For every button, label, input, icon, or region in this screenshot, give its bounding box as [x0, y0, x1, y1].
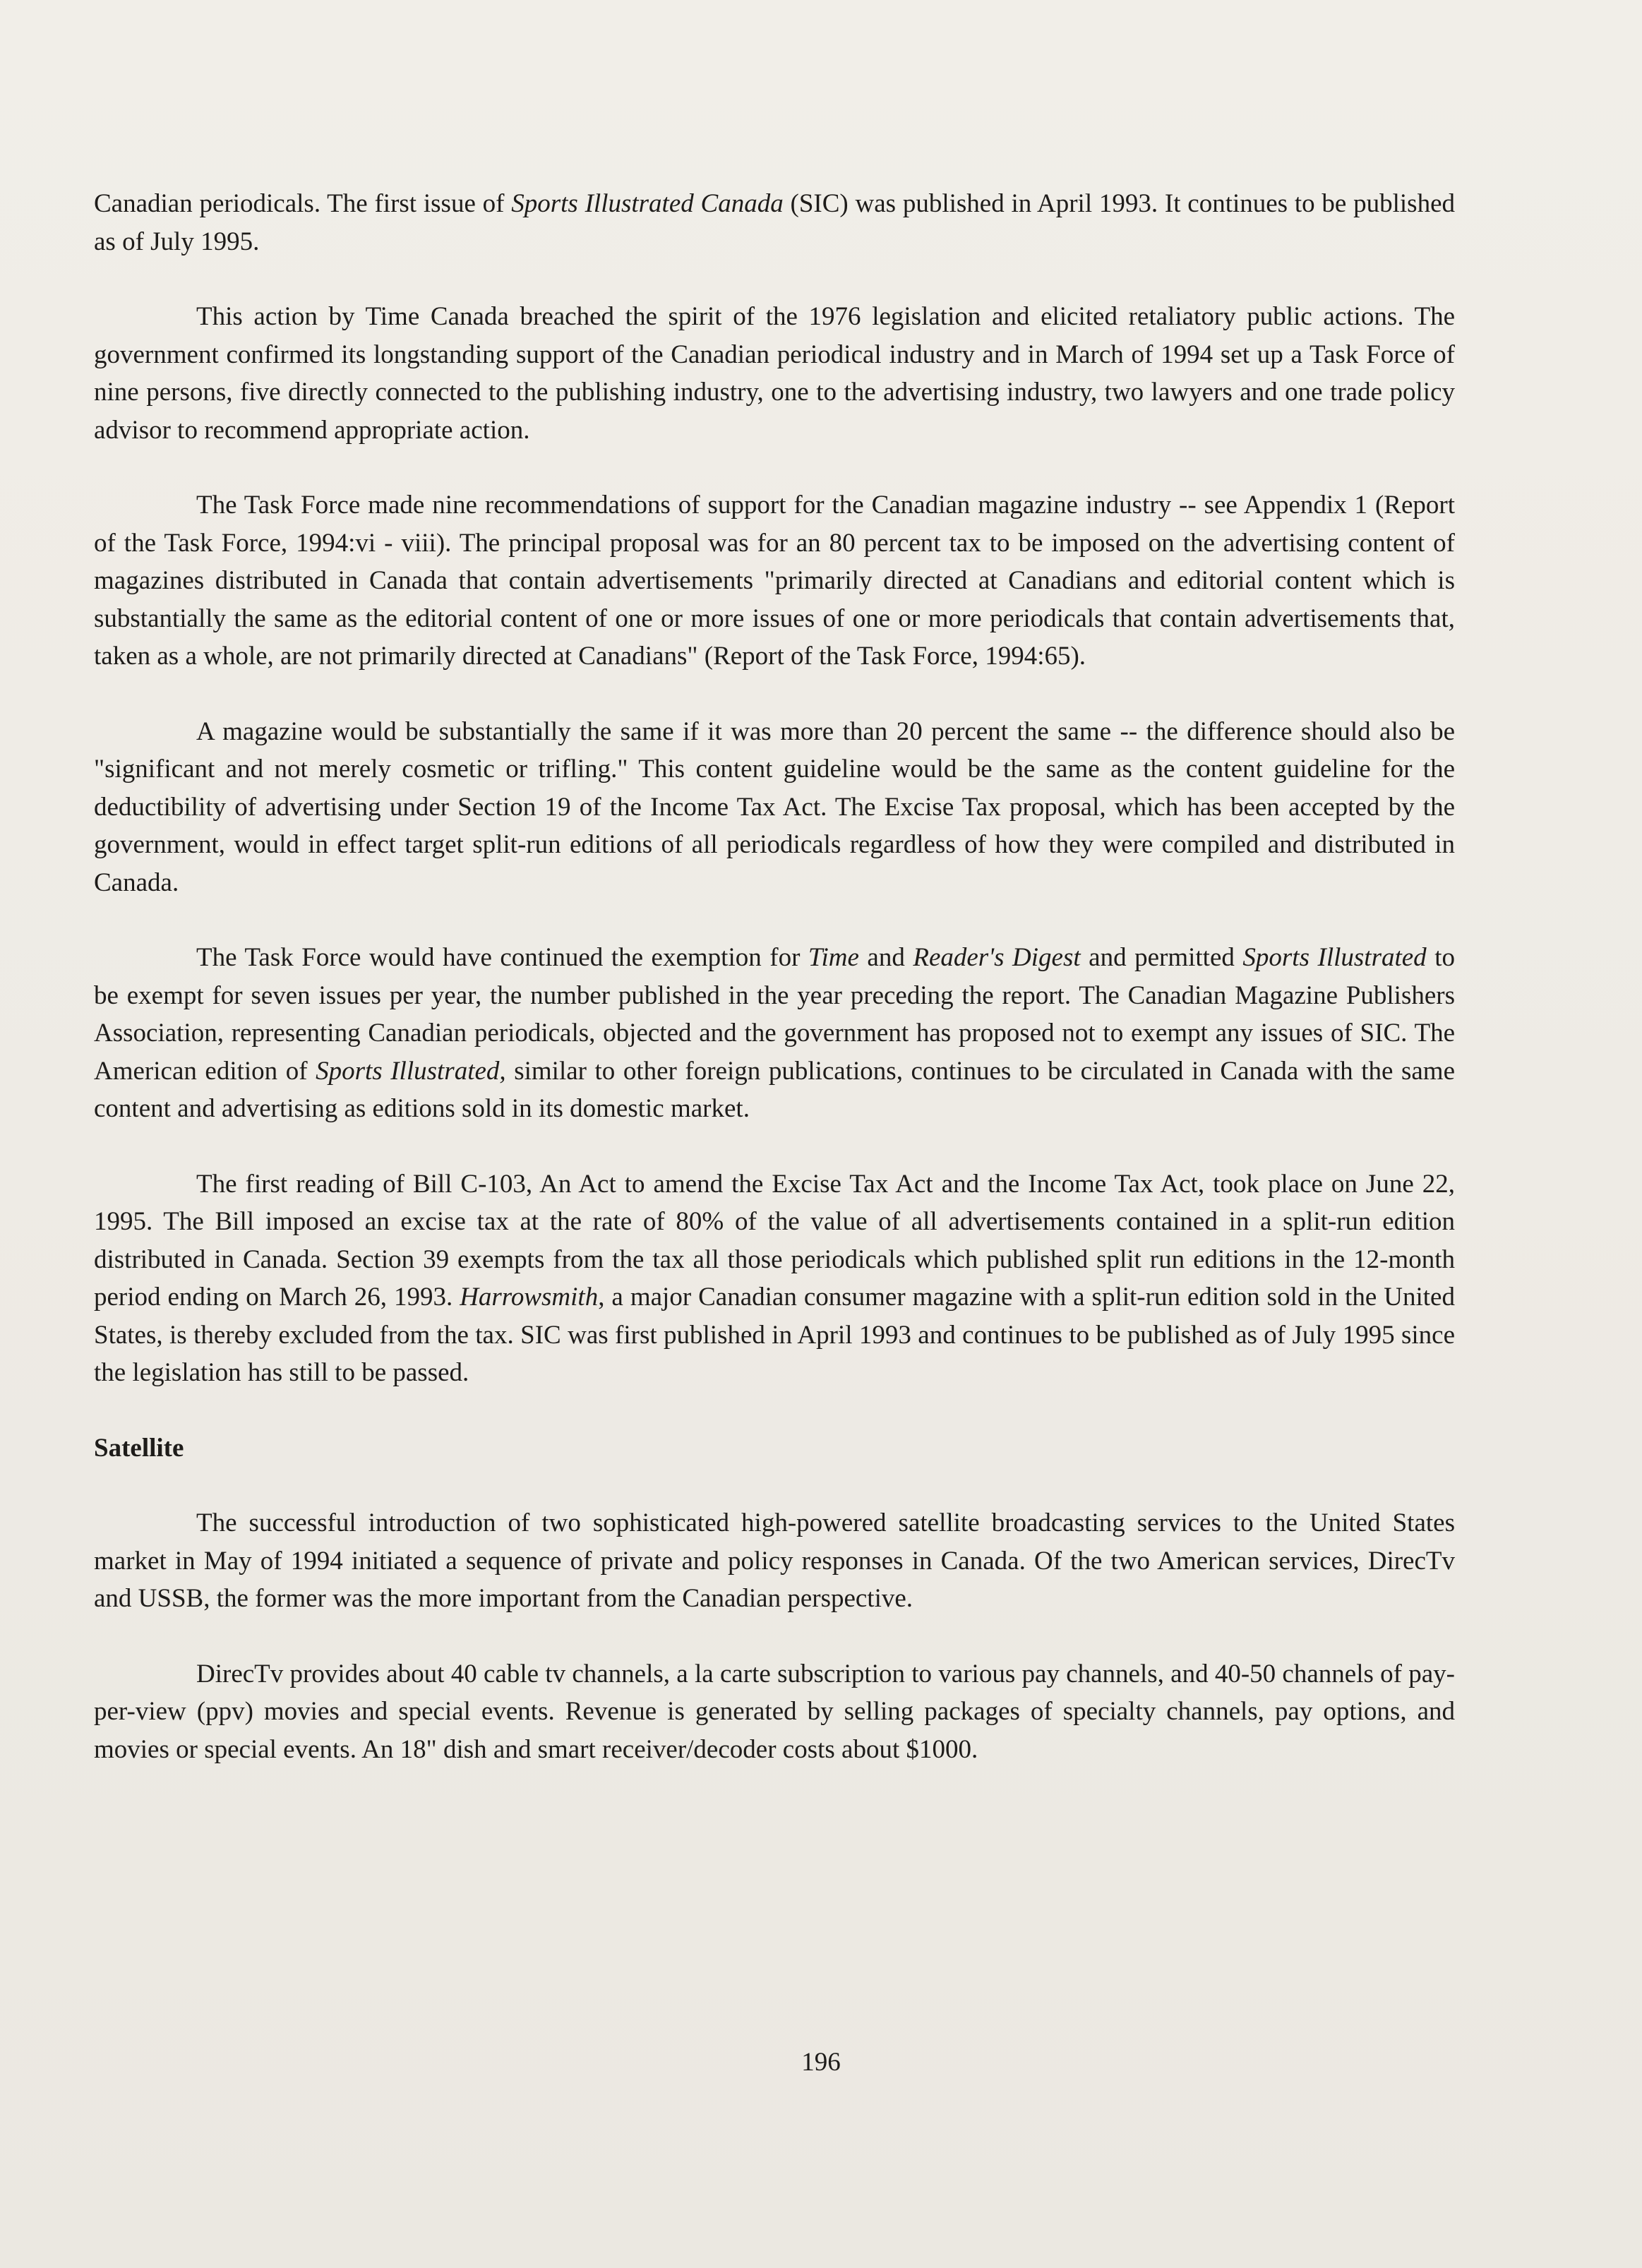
satellite-paragraphs-section: [94, 1504, 1455, 1768]
italic-title: Sports Illustrated,: [316, 1056, 506, 1086]
italic-title: Sports Illustrated Canada: [511, 189, 784, 218]
text-run: A magazine would be substantially the same if it was more than 20 percent the same -- the difference should also be "significant and not merely cosmetic or trifling." This content guideline would be the same as the content guideline for the deductibility of advertising under Section 19 of the Income Tax Act. The Excise Tax proposal, which has been accepted by the government, would in effect target split-run editions of all periodicals regardless of how they were compiled and distributed in Canada.: [94, 716, 1455, 897]
paragraphs-section: [94, 185, 1455, 1392]
text-run: The first reading of Bill C-103, An Act to amend the Excise Tax Act and the Income Tax Act, took place on June 22, 1995. The Bill imposed an excise tax at the rate of 80% of the value of all advertisements contained in a split-run edition distributed in Canada. Section 39 exempts from the tax all those periodicals which published split run editions in the 12-month period ending on March 26, 1993.: [94, 1169, 1455, 1312]
text-run: and permitted: [1080, 943, 1243, 972]
text-run: , a major Canadian consumer magazine with a split-run edition sold in the United States, is thereby excluded from the tax. SIC was first published in April 1993 and continues to be published as of July 1995 since the legislation has still to be passed.: [94, 1283, 1455, 1387]
paragraph: [94, 1504, 1455, 1618]
paragraph: [94, 939, 1455, 1128]
text-run: The Task Force made nine recommendations of support for the Canadian magazine industry -- see Appendix 1 (Report of the Task Force, 1994:vi - viii). The principal proposal was for an 80 percent tax to be imposed on the advertising content of magazines distributed in Canada that contain advertisements "primarily directed at Canadians and editorial content which is substantially the same as the editorial content of one or more issues of one or more periodicals that contain advertisements that, taken as a whole, are not primarily directed at Canadians" (Report of the Task Force, 1994:65).: [94, 491, 1455, 671]
body-text: [94, 185, 1455, 1806]
page-number: 196: [801, 2048, 841, 2077]
paragraph: [94, 1165, 1455, 1392]
italic-title: Sports Illustrated: [1242, 943, 1427, 972]
section-heading: Satellite: [94, 1433, 184, 1463]
italic-title: Time: [808, 943, 859, 972]
paragraph: [94, 298, 1455, 449]
paragraph: [94, 486, 1455, 676]
paragraph: [94, 185, 1455, 260]
italic-title: Harrowsmith: [460, 1283, 599, 1312]
text-run: The successful introduction of two sophisticated high-powered satellite broadcasting services to the United States market in May of 1994 initiated a sequence of private and policy responses in Canada. Of the two American services, DirecTv and USSB, the former was the more important from the Canadian perspective.: [94, 1508, 1455, 1613]
paragraph: [94, 713, 1455, 902]
text-run: This action by Time Canada breached the spirit of the 1976 legislation and elicited retaliatory public actions. The government confirmed its longstanding support of the Canadian periodical industry and in March of 1994 set up a Task Force of nine persons, five directly connected to the publishing industry, one to the advertising industry, two lawyers and one trade policy advisor to recommend appropriate action.: [94, 302, 1455, 445]
italic-title: Reader's Digest: [913, 943, 1081, 972]
paragraph: [94, 1655, 1455, 1769]
text-run: The Task Force would have continued the exemption for: [196, 943, 808, 972]
text-run: to be exempt for seven issues per year, the number published in the year preceding the report. The Canadian Magazine Publishers Association, representing Canadian periodicals, objected and the government has proposed not to exempt any issues of SIC. The American edition of: [94, 943, 1455, 1086]
text-run: Canadian periodicals. The first issue of: [94, 189, 512, 218]
text-run: similar to other foreign publications, continues to be circulated in Canada with the same content and advertising as editions sold in its domestic market.: [94, 1056, 1455, 1123]
text-run: DirecTv provides about 40 cable tv channels, a la carte subscription to various pay channels, and 40-50 channels of pay-per-view (ppv) movies and special events. Revenue is generated by selling packages of specialty channels, pay options, and movies or special events. An 18" dish and smart receiver/decoder costs about $1000.: [94, 1659, 1455, 1764]
text-run: and: [858, 943, 913, 972]
text-run: (SIC) was published in April 1993. It continues to be published as of July 1995.: [94, 189, 1455, 256]
